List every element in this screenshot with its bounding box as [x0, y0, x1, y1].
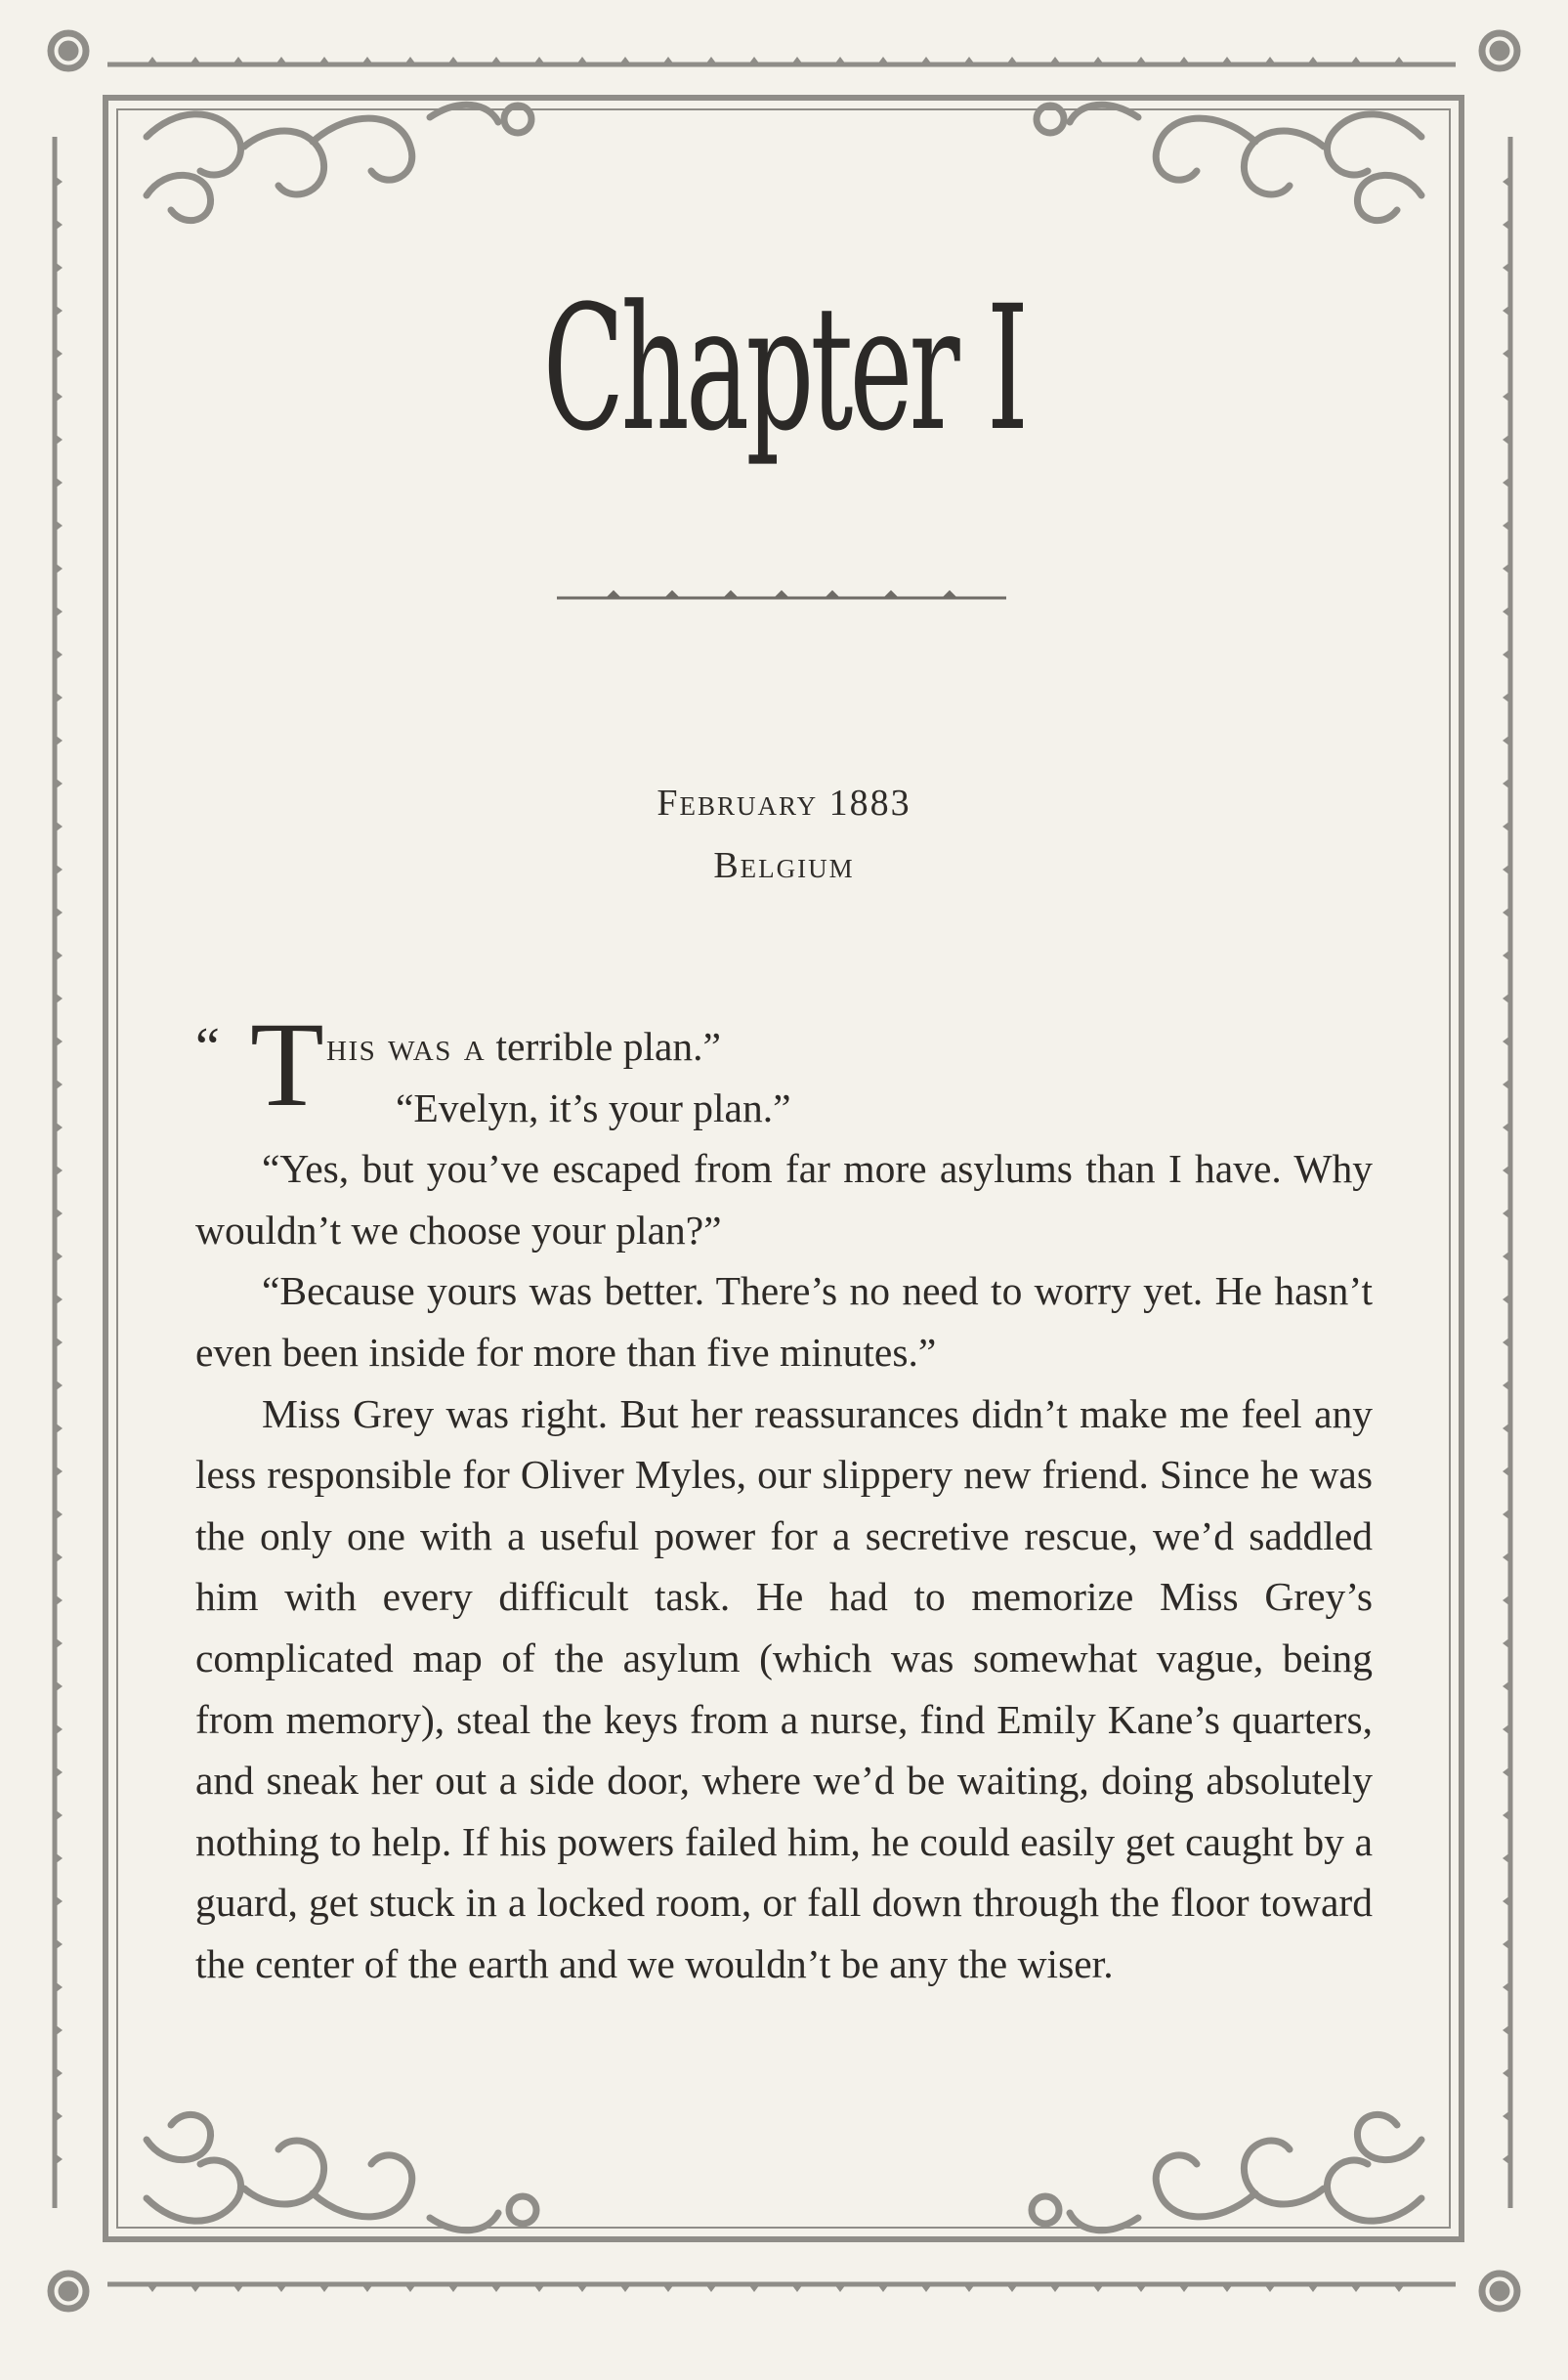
dateline-place: Belgium	[713, 845, 855, 886]
paragraph-4: Miss Grey was right. But her reassurances didn’t make me feel any less responsible for Oliver Myles, our slippery new friend. Since he was the only one with a useful power for a secretive rescue, we’d saddled him with every difficult task. He had to memorize Miss Grey’s complicated map of the asylum (which was somewhat vague, being from memory), steal the keys from a nurse, find Emily Kane’s quarters, and sneak her out a side door, where we’d be waiting, doing absolutely nothing to help. If his powers failed him, he could easily get caught by a guard, get stuck in a locked room, or fall down through the floor toward the center of the earth and we wouldn’t be any the wiser.	[195, 1390, 1373, 1986]
corner-scroll-bottom-right	[1032, 2114, 1517, 2309]
paragraph-3: “Because yours was better. There’s no need to worry yet. He hasn’t even been inside for more than five minutes.”	[195, 1268, 1373, 1375]
opening-text	[326, 1016, 721, 1078]
corner-scroll-top-left	[51, 33, 531, 221]
paragraph-2: “Yes, but you’ve escaped from far more asylums than I have. Why wouldn’t we choose your plan?”	[195, 1146, 1373, 1253]
corner-scroll-bottom-left	[51, 2114, 536, 2309]
dateline-date: February 1883	[657, 783, 911, 824]
chapter-title: Chapter I	[542, 269, 1026, 469]
corner-scroll-top-right	[1037, 33, 1517, 221]
drop-cap: T	[250, 998, 324, 1131]
opening-small-caps: his was a	[326, 1024, 487, 1069]
opening-quote-mark: “	[195, 1017, 220, 1078]
opening-rest: terrible plan.”	[486, 1024, 721, 1069]
chapter-body	[195, 998, 1373, 1995]
paragraph-1: “Evelyn, it’s your plan.”	[396, 1084, 791, 1130]
chapter-rule-ornament	[557, 582, 1006, 606]
